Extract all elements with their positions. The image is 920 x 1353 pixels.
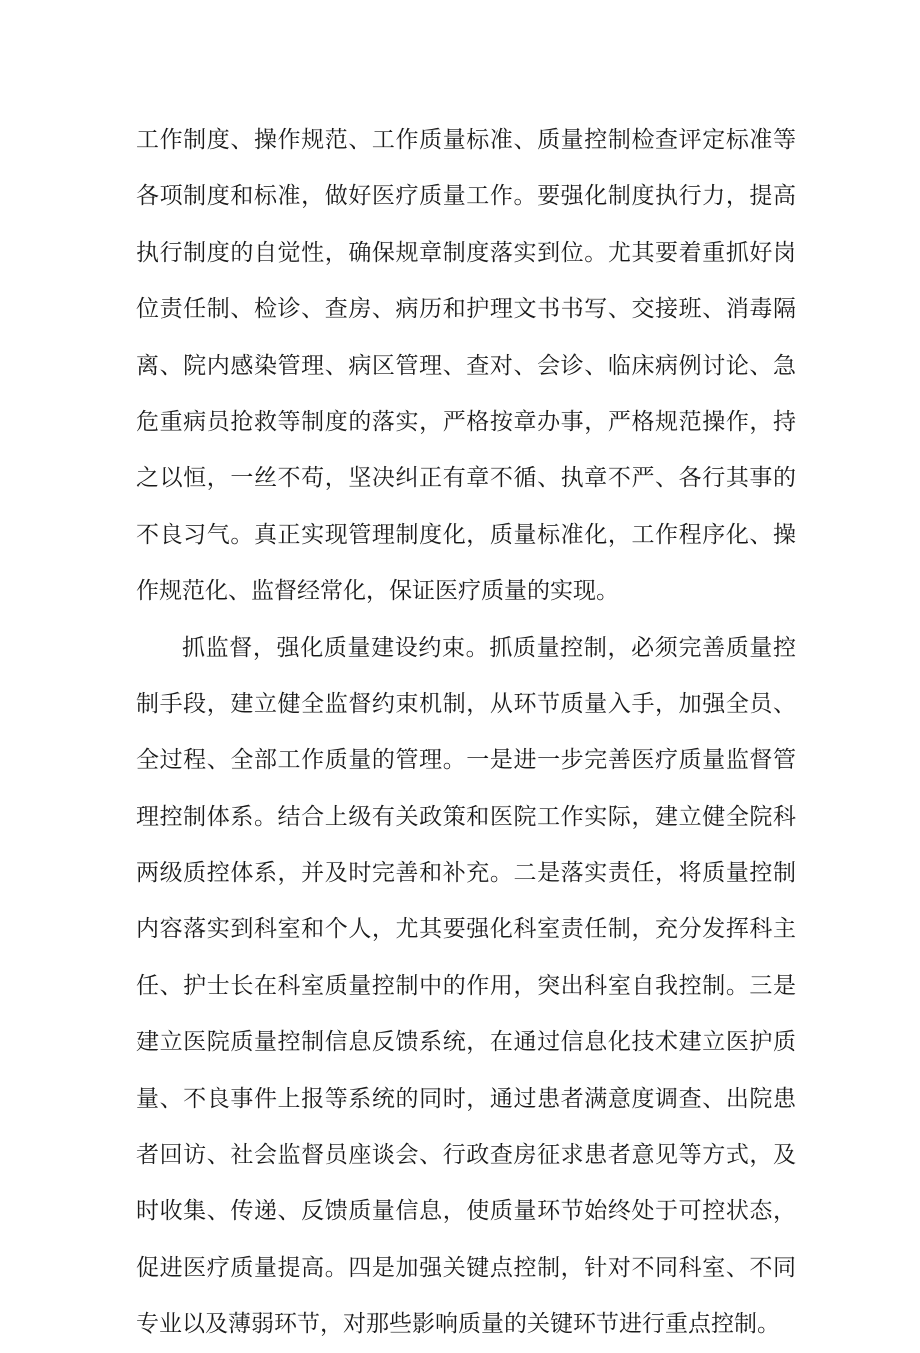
text-line: 内容落实到科室和个人，尤其要强化科室责任制，充分发挥科主 — [136, 916, 796, 943]
text-line: 专业以及薄弱环节，对那些影响质量的关键环节进行重点控制。 — [136, 1311, 780, 1338]
text-line: 制手段，建立健全监督约束机制，从环节质量入手，加强全员、 — [136, 690, 796, 717]
paragraph — [136, 620, 796, 1353]
text-line: 抓监督，强化质量建设约束。抓质量控制，必须完善质量控 — [182, 634, 796, 661]
text-line: 执行制度的自觉性，确保规章制度落实到位。尤其要着重抓好岗 — [136, 239, 796, 266]
text-line: 作规范化、监督经常化，保证医疗质量的实现。 — [136, 578, 619, 605]
text-line: 之以恒，一丝不苟，坚决纠正有章不循、执章不严、各行其事的 — [136, 465, 796, 492]
text-line: 者回访、社会监督员座谈会、行政查房征求患者意见等方式，及 — [136, 1142, 796, 1169]
paragraph — [136, 112, 796, 620]
text-line: 量、不良事件上报等系统的同时，通过患者满意度调查、出院患 — [136, 1085, 796, 1112]
text-line: 时收集、传递、反馈质量信息，使质量环节始终处于可控状态， — [136, 1198, 796, 1225]
text-line: 建立医院质量控制信息反馈系统，在通过信息化技术建立医护质 — [136, 1029, 796, 1056]
text-line: 促进医疗质量提高。四是加强关键点控制，针对不同科室、不同 — [136, 1254, 796, 1281]
document-body — [136, 112, 796, 1353]
text-line: 位责任制、检诊、查房、病历和护理文书书写、交接班、消毒隔 — [136, 296, 796, 323]
text-line: 全过程、全部工作质量的管理。一是进一步完善医疗质量监督管 — [136, 747, 796, 774]
text-line: 离、院内感染管理、病区管理、查对、会诊、临床病例讨论、急 — [136, 352, 796, 379]
text-line: 两级质控体系，并及时完善和补充。二是落实责任，将质量控制 — [136, 860, 796, 887]
text-line: 任、护士长在科室质量控制中的作用，突出科室自我控制。三是 — [136, 972, 796, 999]
text-line: 各项制度和标准，做好医疗质量工作。要强化制度执行力，提高 — [136, 183, 796, 210]
text-line: 危重病员抢救等制度的落实，严格按章办事，严格规范操作，持 — [136, 408, 796, 435]
text-line: 不良习气。真正实现管理制度化，质量标准化，工作程序化、操 — [136, 521, 796, 548]
text-line: 理控制体系。结合上级有关政策和医院工作实际，建立健全院科 — [136, 803, 796, 830]
text-line: 工作制度、操作规范、工作质量标准、质量控制检查评定标准等 — [136, 127, 796, 153]
